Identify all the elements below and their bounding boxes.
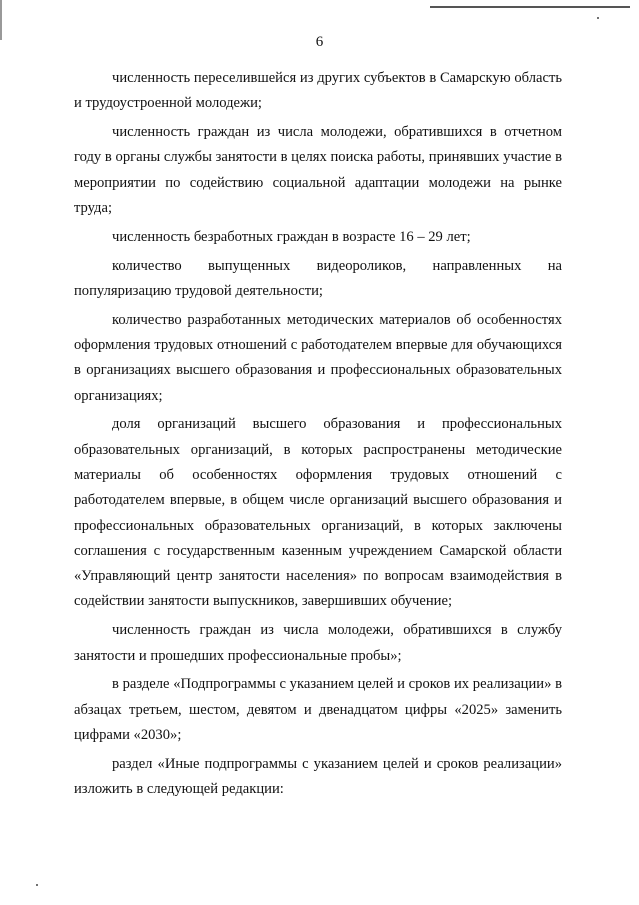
document-body <box>74 66 562 806</box>
paragraph: численность граждан из числа молодежи, обратившихся в отчетном году в органы службы занятости в целях поиска работы, принявших участие в мероприятии по содействию социальной адаптации молодежи на рынке труда; <box>74 124 562 216</box>
paragraph: в разделе «Подпрограммы с указанием целей и сроков их реализации» в абзацах третьем, шестом, девятом и двенадцатом цифры «2025» заменить цифрами «2030»; <box>74 676 562 743</box>
paragraph: численность переселившейся из других субъектов в Самарскую область и трудоустроенной молодежи; <box>74 70 562 112</box>
paragraph: раздел «Иные подпрограммы с указанием целей и сроков реализации» изложить в следующей редакции: <box>74 755 562 798</box>
page-number: 6 <box>315 34 324 50</box>
paragraph: численность граждан из числа молодежи, обратившихся в службу занятости и прошедших профессиональные пробы»; <box>74 622 562 664</box>
scan-artifact-dot <box>36 884 38 886</box>
scan-artifact-top-line <box>430 6 630 8</box>
scan-artifact-dot <box>597 17 599 19</box>
paragraph: количество выпущенных видеороликов, направленных на популяризацию трудовой деятельности; <box>74 257 562 299</box>
paragraph: количество разработанных методических материалов об особенностях оформления трудовых отношений с работодателем впервые для обучающихся в организациях высшего образования и профессиональных образовательных организациях; <box>74 311 562 404</box>
paragraph: численность безработных граждан в возрасте 16 – 29 лет; <box>112 228 471 245</box>
paragraph: доля организаций высшего образования и профессиональных образовательных организаций, в которых распространены методические материалы об особенностях оформления трудовых отношений с работодателем впервые, в общем числе организаций высшего образования и профессиональных образовательных организаций, в которых заключены соглашения с государственным казенным учреждением Самарской области «Управляющий центр занятости населения» по вопросам взаимодействия в содействии занятости выпускников, завершивших обучение; <box>74 416 562 610</box>
